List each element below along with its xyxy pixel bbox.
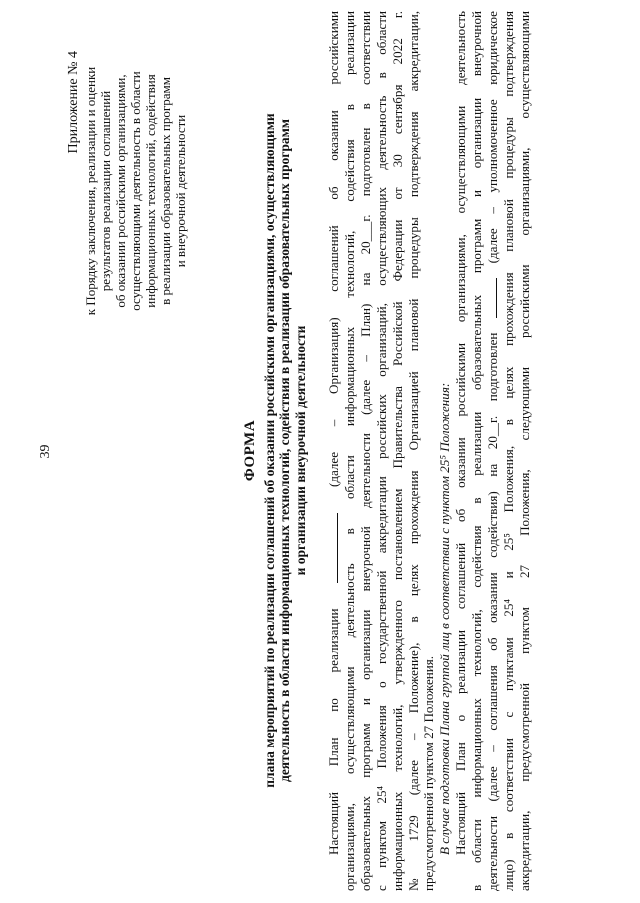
paragraph-line [485,11,501,891]
text-fragment: (далее – уполномоченное юридическое [485,11,501,264]
italic-note: В случае подготовки Плана группой лиц в соответствии с пунктом 25⁵ Положения: [437,382,453,855]
appendix-line: к Порядку заключения, реализации и оценки [83,66,98,316]
appendix-line: и внеурочной деятельности [173,114,188,268]
paragraph-line [326,11,342,891]
subtitle-line: и организации внеурочной деятельности [292,325,308,576]
paragraph-line: лицо) в соответствии с пунктами 25⁴ и 25⁵ Положения, в целях прохождения плановой процедуры подтверждения [500,11,516,891]
text-fragment: (далее – Организация) соглашений об оказании российскими [326,10,341,488]
subtitle-line: плана мероприятий по реализации соглашений об оказании российскими организациями, осуществляющими [261,113,277,788]
appendix-line: в реализации образовательных программ [158,77,173,305]
page-number: 39 [38,444,53,459]
paragraph-line: информационных технологий, утвержденного постановлением Правительства Российской Федерации от 30 сентября 2022 г. [389,11,405,891]
subtitle-line: деятельность в области информационных технологий, содействия в реализации образовательных программ [277,119,292,783]
appendix-line: информационных технологий, содействия [143,74,158,308]
document-body [326,11,533,891]
appendix-line: об оказании российскими организациями, [113,74,128,308]
appendix-header [66,41,188,341]
blank-field [327,513,338,583]
paragraph-line: № 1729 (далее – Положение), в целях прохождения Организацией плановой процедуры подтверждения аккредитации, [405,11,421,891]
paragraph-line: предусмотренной пунктом 27 Положения. [421,655,437,891]
appendix-line: осуществляющими деятельность в области [128,71,143,311]
appendix-title: Приложение № 4 [66,51,81,154]
paragraph-line: аккредитации, предусмотренной пунктом 27 Положения, следующими российскими организациями, осуществляющими [516,11,532,891]
paragraph-line: Настоящий План о реализации соглашений об оказании российскими организациями, осуществляющими деятельность [453,11,469,855]
text-fragment: деятельности (далее – соглашения об оказании содействия) на 20__г. подготовлен [485,332,501,891]
appendix-line: результатов реализации соглашений [98,90,113,292]
paragraph-line: в области информационных технологий, содействия в реализации образовательных программ и организации внеурочной [469,11,485,891]
form-heading: ФОРМА [242,419,258,482]
paragraph-line: с пунктом 25⁴ Положения о государственной аккредитации российских организаций, осуществляющих деятельность в области [373,11,389,891]
paragraph-line: образовательных программ и организации внеурочной деятельности (далее – План) на 20___г. подготовлен в соответствии [357,11,373,891]
paragraph-line: организациями, осуществляющими деятельность в области информационных технологий, содействия в реализации [341,11,357,891]
text-fragment: Настоящий План по реализации [326,608,341,855]
document-title [243,38,308,863]
blank-field [486,278,497,318]
